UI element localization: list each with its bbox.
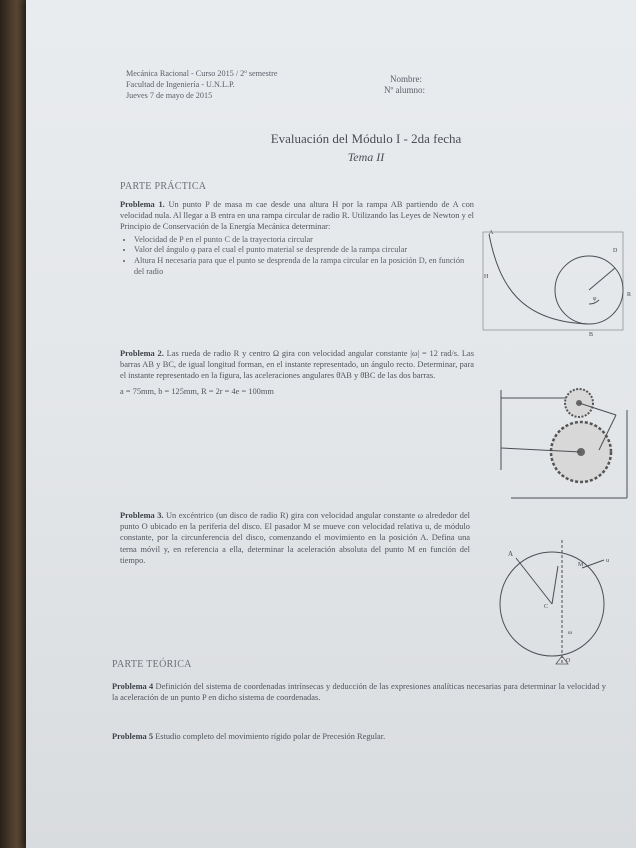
name-label: Nombre: bbox=[390, 74, 422, 84]
exam-sheet bbox=[26, 0, 636, 848]
problem-4 bbox=[112, 681, 606, 703]
label-a: A bbox=[508, 550, 514, 558]
problem-1-list bbox=[120, 235, 474, 278]
problem-3-figure bbox=[486, 538, 626, 668]
course-line: Mecánica Racional - Curso 2015 / 2º semestre bbox=[126, 69, 278, 78]
student-number-label: Nº alumno: bbox=[384, 85, 426, 95]
problem-3-text: Un excéntrico (un disco de radio R) gira con velocidad angular constante ω alrededor del punto O ubicado en la periferia del disco. El pasador M se mueve con velocidad relativa u, de módulo constante, por la circunferencia del disco, comenzando el movimiento en la posición A. Defina una terna móvil y, en referencia a ella, determinar la aceleración absoluta del punto M en función del tiempo. bbox=[120, 511, 470, 565]
problem-1-figure bbox=[481, 226, 631, 338]
problem-1 bbox=[120, 199, 474, 278]
problem-1-item: • Valor del ángulo φ para el cual el punto material se desprende de la rampa circular bbox=[134, 245, 474, 256]
label-m: M bbox=[578, 562, 584, 568]
problem-1-item: • Velocidad de P en el punto C de la trayectoria circular bbox=[134, 235, 474, 246]
radius-line bbox=[589, 268, 615, 290]
label-h: H bbox=[484, 274, 489, 280]
ramp-curve bbox=[489, 234, 589, 324]
page-subtitle: Tema II bbox=[347, 150, 385, 164]
problem-1-label: Problema 1. bbox=[120, 200, 165, 209]
problem-2-label: Problema 2. bbox=[120, 349, 164, 358]
label-a: A bbox=[489, 230, 494, 236]
label-phi: φ bbox=[593, 296, 597, 302]
label-o: O bbox=[566, 658, 571, 664]
problem-1-statement bbox=[120, 199, 474, 233]
problem-5-label: Problema 5 bbox=[112, 732, 154, 741]
problem-2 bbox=[120, 348, 474, 397]
header-left bbox=[126, 68, 376, 101]
radius-m bbox=[552, 566, 558, 604]
problem-4-text: Definición del sistema de coordenadas intrínsecas y deducción de las expresiones analíticas necesarias para determinar la velocidad y la aceleración de un punto P en dicho sistema de coordenadas. bbox=[112, 682, 606, 703]
label-r: R bbox=[627, 292, 632, 298]
figure-1-frame bbox=[483, 232, 623, 330]
faculty-line: Facultad de Ingeniería - U.N.L.P. bbox=[126, 80, 235, 89]
label-b: B bbox=[589, 332, 594, 338]
problem-2-figure bbox=[481, 370, 631, 505]
radius-a bbox=[516, 558, 552, 604]
problem-3 bbox=[120, 510, 470, 566]
label-u: u bbox=[606, 558, 609, 564]
label-d: D bbox=[613, 248, 618, 254]
problem-2-text: Las rueda de radio R y centro Ω gira con velocidad angular constante |ω| = 12 rad/s. Las barras AB y BC, de igual longitud forman, en el instante representado, un ángulo recto. Determinar, para el instante representado en la figura, las aceleraciones angulares θ̈AB y θ̈BC de las dos barras. bbox=[120, 349, 474, 381]
problem-1-item: • Altura H necesaria para que el punto se desprenda de la rampa circular en la posición D, en función del radio bbox=[134, 256, 474, 278]
problem-1-text: Un punto P de masa m cae desde una altura H por la rampa AB partiendo de A con velocidad nula. Al llegar a B entra en una rampa circular de radio R. Utilizando las Leyes de Newton y el Principio de Conservación de la Energía Mecánica determinar: bbox=[120, 200, 474, 232]
problem-5-text: Estudio completo del movimiento rígido polar de Precesión Regular. bbox=[155, 732, 386, 741]
date-line: Jueves 7 de mayo de 2015 bbox=[126, 91, 213, 100]
practical-heading: PARTE PRÁCTICA bbox=[120, 181, 207, 192]
problem-2-data: a = 75mm, b = 125mm, R = 2r = 4e = 100mm bbox=[120, 386, 274, 396]
page-title: Evaluación del Módulo I - 2da fecha bbox=[270, 131, 462, 146]
theory-heading: PARTE TEÓRICA bbox=[112, 659, 192, 670]
header-right bbox=[384, 74, 504, 96]
problem-4-label: Problema 4 bbox=[112, 682, 154, 691]
label-omega: ω bbox=[568, 630, 572, 636]
problem-3-statement bbox=[120, 510, 470, 566]
problem-5 bbox=[112, 731, 606, 742]
label-c: C bbox=[544, 604, 549, 610]
circular-ramp bbox=[555, 256, 623, 324]
problem-2-statement bbox=[120, 348, 474, 382]
problem-3-label: Problema 3. bbox=[120, 511, 164, 520]
